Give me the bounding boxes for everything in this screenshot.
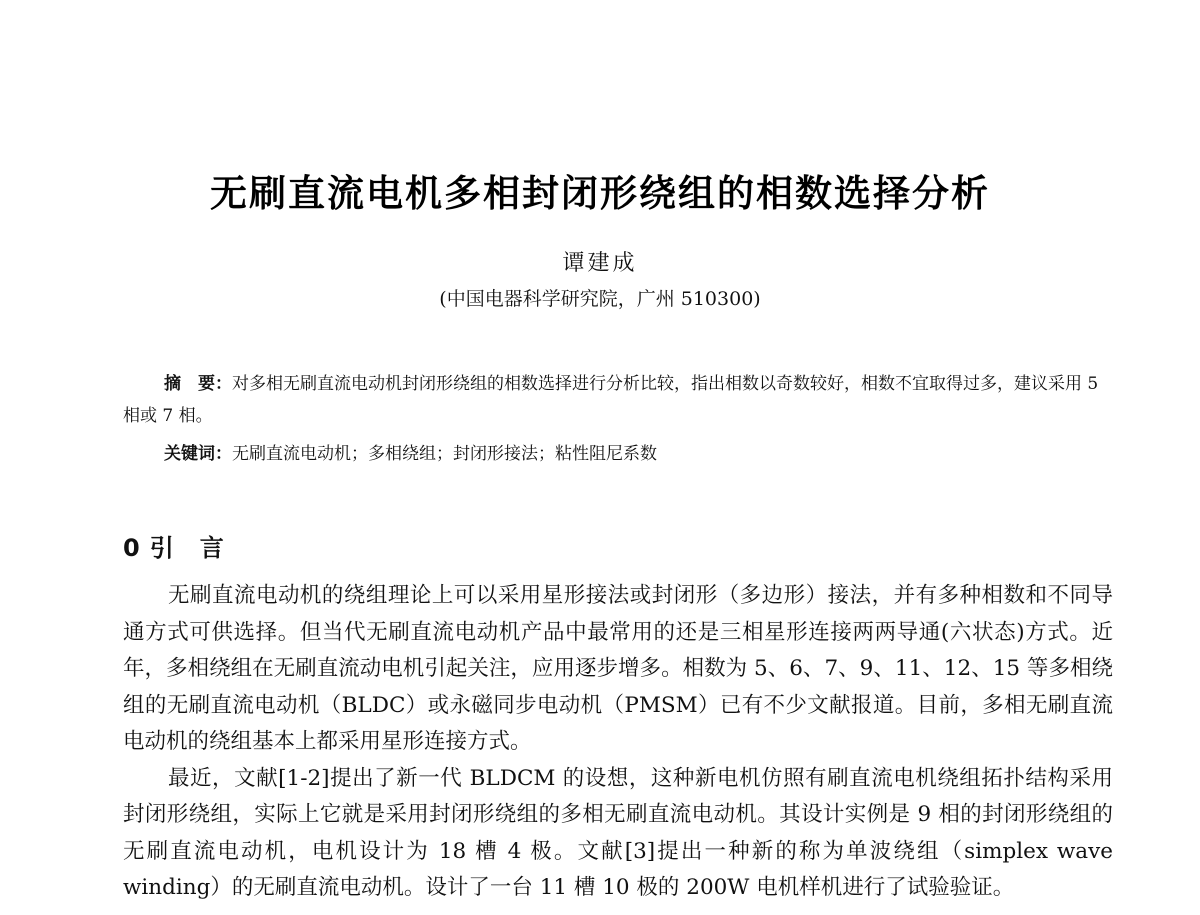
section-title-part1: 引 xyxy=(149,534,174,562)
paper-title: 无刷直流电机多相封闭形绕组的相数选择分析 xyxy=(210,172,990,215)
section-heading xyxy=(123,528,224,563)
abstract-text: 对多相无刷直流电动机封闭形绕组的相数选择进行分析比较，指出相数以奇数较好，相数不宜取得过多，建议采用 5 相或 7 相。 xyxy=(123,374,1099,426)
body-paragraph: 最近，文献[1-2]提出了新一代 BLDCM 的设想，这种新电机仿照有刷直流电机绕组拓扑结构采用封闭形绕组，实际上它就是采用封闭形绕组的多相无刷直流电动机。其设计实例是 9 相的封闭形绕组的无刷直流电动机，电机设计为 18 槽 4 极。文献[3]提出一种新的称为单波绕组（simplex wave winding）的无刷直流电动机。设计了一台 11 槽 10 极的 200W 电机样机进行了试验验证。 xyxy=(123,765,1113,900)
abstract-label: 摘 要： xyxy=(164,374,232,394)
author-name: 谭建成 xyxy=(562,251,638,276)
body-text xyxy=(123,578,1113,907)
body-paragraph: 无刷直流电动机的绕组理论上可以采用星形接法或封闭形（多边形）接法，并有多种相数和不同导通方式可供选择。但当代无刷直流电动机产品中最常用的还是三相星形连接两两导通(六状态)方式。近年，多相绕组在无刷直流动电机引起关注，应用逐步增多。相数为 5、6、7、9、11、12、15 等多相绕组的无刷直流电动机（BLDC）或永磁同步电动机（PMSM）已有不少文献报道。目前，多相无刷直流电动机的绕组基本上都采用星形连接方式。 xyxy=(123,583,1113,754)
abstract-block xyxy=(123,368,1113,432)
keywords-block xyxy=(164,440,657,468)
section-title-part2: 言 xyxy=(199,534,224,562)
section-number: 0 xyxy=(123,534,140,562)
keywords-label: 关键词： xyxy=(164,444,232,464)
author-affiliation: (中国电器科学研究院，广州 510300) xyxy=(439,288,761,310)
keywords-text: 无刷直流电动机；多相绕组；封闭形接法；粘性阻尼系数 xyxy=(232,444,657,464)
